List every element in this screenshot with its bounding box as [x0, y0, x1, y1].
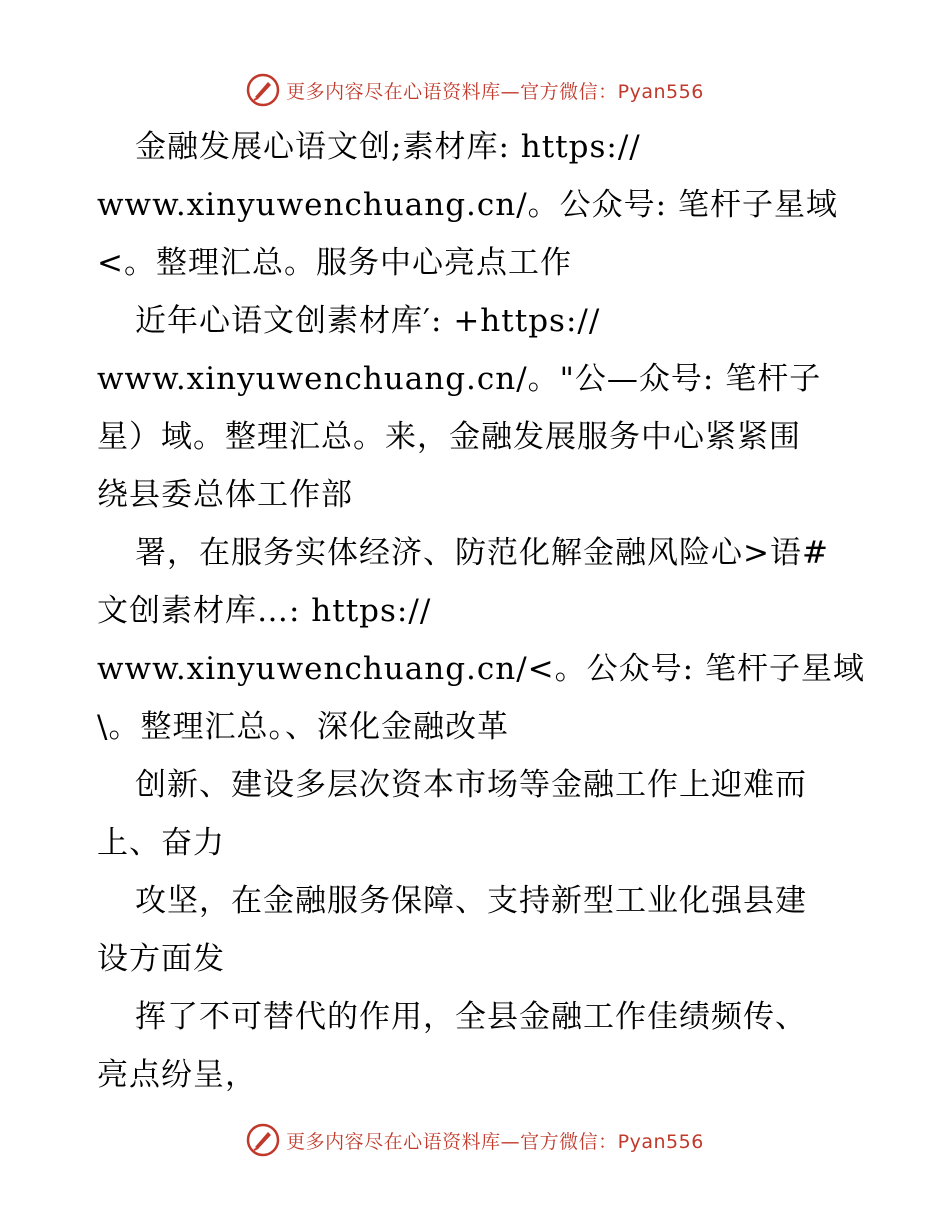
- paragraph-line: 创新、建设多层次资本市场等金融工作上迎难而: [135, 767, 807, 803]
- paragraph-line: www.xinyuwenchuang.cn/<。公众号: 笔杆子星域: [97, 651, 865, 687]
- header-watermark: [0, 70, 950, 110]
- paragraph-line: 绕县委总体工作部: [97, 477, 353, 513]
- paragraph-line: 攻坚，在金融服务保障、支持新型工业化强县建: [135, 883, 807, 919]
- paragraph-line: \。整理汇总。、深化金融改革: [97, 709, 509, 745]
- paragraph-line: 近年心语文创素材库′: +https://: [135, 303, 601, 339]
- quill-logo-icon: [246, 1123, 280, 1157]
- paragraph-line: 金融发展心语文创;素材库: https://: [135, 129, 641, 165]
- quill-logo-icon: [246, 73, 280, 107]
- footer-watermark: [0, 1120, 950, 1160]
- paragraph-line: <。整理汇总。服务中心亮点工作: [97, 245, 572, 281]
- paragraph-line: 亮点纷呈，: [97, 1057, 257, 1093]
- paragraph-line: 文创素材库…: https://: [97, 593, 432, 629]
- watermark-text: 更多内容尽在心语资料库—官方微信：Pyan556: [286, 80, 704, 103]
- document-body: [97, 118, 865, 1104]
- watermark-text: 更多内容尽在心语资料库—官方微信：Pyan556: [286, 1130, 704, 1153]
- paragraph-line: www.xinyuwenchuang.cn/。公众号: 笔杆子星域: [97, 187, 838, 223]
- paragraph-line: 星）域。整理汇总。来，金融发展服务中心紧紧围: [97, 419, 801, 455]
- paragraph-line: 设方面发: [97, 941, 225, 977]
- paragraph-line: 上、奋力: [97, 825, 225, 861]
- paragraph-line: www.xinyuwenchuang.cn/。"公—众号: 笔杆子: [97, 361, 822, 397]
- paragraph-line: 署，在服务实体经济、防范化解金融风险心>语#: [135, 535, 829, 571]
- paragraph-line: 挥了不可替代的作用，全县金融工作佳绩频传、: [135, 999, 807, 1035]
